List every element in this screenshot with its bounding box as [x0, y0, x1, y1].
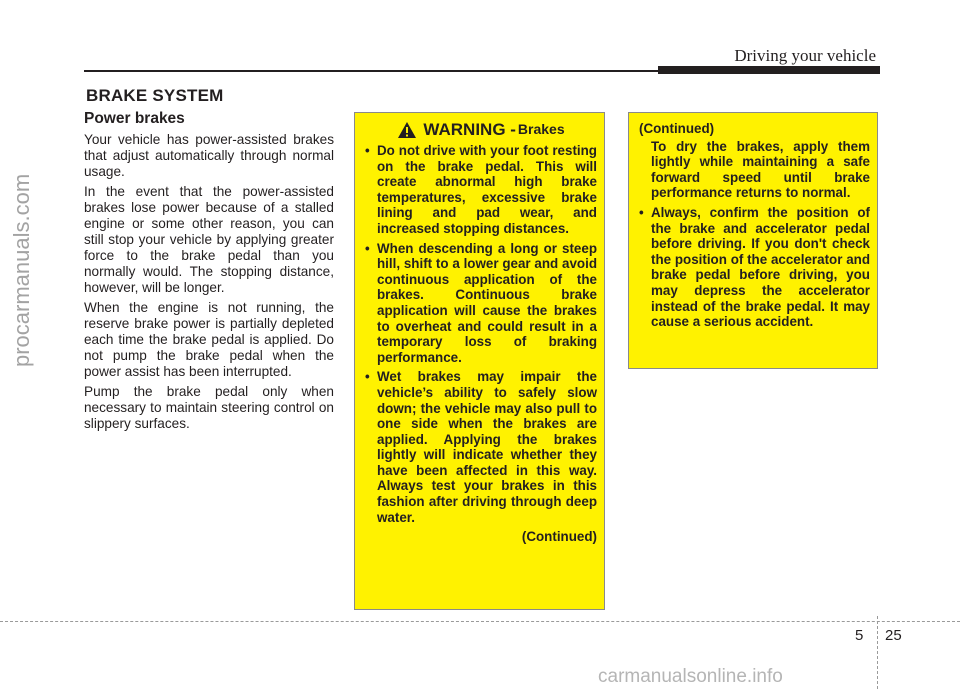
- body-paragraph: When the engine is not running, the reserve brake power is partially depleted each time the brake pedal is applied. Do not pump the brake pedal when the power assist has been interrupted.: [84, 300, 334, 379]
- continued-heading: (Continued): [639, 121, 715, 136]
- chapter-number: 5: [855, 627, 864, 644]
- header-accent-bar: [658, 66, 880, 74]
- warning-item: • Always, confirm the position of the brake and accelerator pedal before driving. If you don't check the position of the accelerator and brake pedal before driving, you may depress the accelerator instead of the brake pedal. It may cause a serious accident.: [639, 205, 870, 330]
- warning-title: [365, 121, 597, 139]
- warning-box: [354, 112, 605, 610]
- side-watermark: procarmanuals.com: [9, 173, 34, 367]
- page-number: 25: [885, 627, 902, 644]
- running-header: Driving your vehicle: [734, 46, 876, 65]
- warning-list: [365, 143, 597, 525]
- continued-label: (Continued): [521, 529, 597, 545]
- warning-word: WARNING -: [423, 120, 516, 140]
- body-paragraph: Pump the brake pedal only when necessary to maintain steering control on slippery surfaces.: [84, 384, 334, 431]
- footer-rule: [0, 621, 960, 622]
- continued-warning-box: [628, 112, 878, 369]
- continued-text: To dry the brakes, apply them lightly while maintaining a safe forward speed until brake performance returns to normal.: [651, 138, 870, 201]
- footer-divider: [877, 616, 878, 689]
- warning-item: • Do not drive with your foot resting on the brake pedal. This will create abnormal high brake temperatures, excessive brake lining and pad wear, and increased stopping distances.: [365, 143, 597, 237]
- warning-triangle-icon: [397, 121, 417, 139]
- section-title: BRAKE SYSTEM: [86, 86, 224, 105]
- warning-item: • Wet brakes may impair the vehicle’s ability to safely slow down; the vehicle may also pull to one side when the brakes are applied. Applying the brakes lightly will indicate whether they have been affected in this way. Always test your brakes in this fashion after driving through deep water.: [365, 369, 597, 525]
- warning-item: • When descending a long or steep hill, shift to a lower gear and avoid continuous application of the brakes. Continuous brake application will cause the brakes to overheat and could result in a temporary loss of braking performance.: [365, 241, 597, 366]
- power-brakes-column: [84, 110, 334, 436]
- body-paragraph: In the event that the power-assisted brakes lose power because of a stalled engine or some other reason, you can still stop your vehicle by applying greater force to the brake pedal than you normally would. The stopping distance, however, will be longer.: [84, 184, 334, 295]
- subsection-heading: Power brakes: [84, 110, 185, 127]
- warning-subject: Brakes: [517, 121, 565, 138]
- bottom-watermark: carmanualsonline.info: [598, 666, 783, 687]
- continued-list: [639, 205, 870, 330]
- body-paragraph: Your vehicle has power-assisted brakes that adjust automatically through normal usage.: [84, 132, 334, 179]
